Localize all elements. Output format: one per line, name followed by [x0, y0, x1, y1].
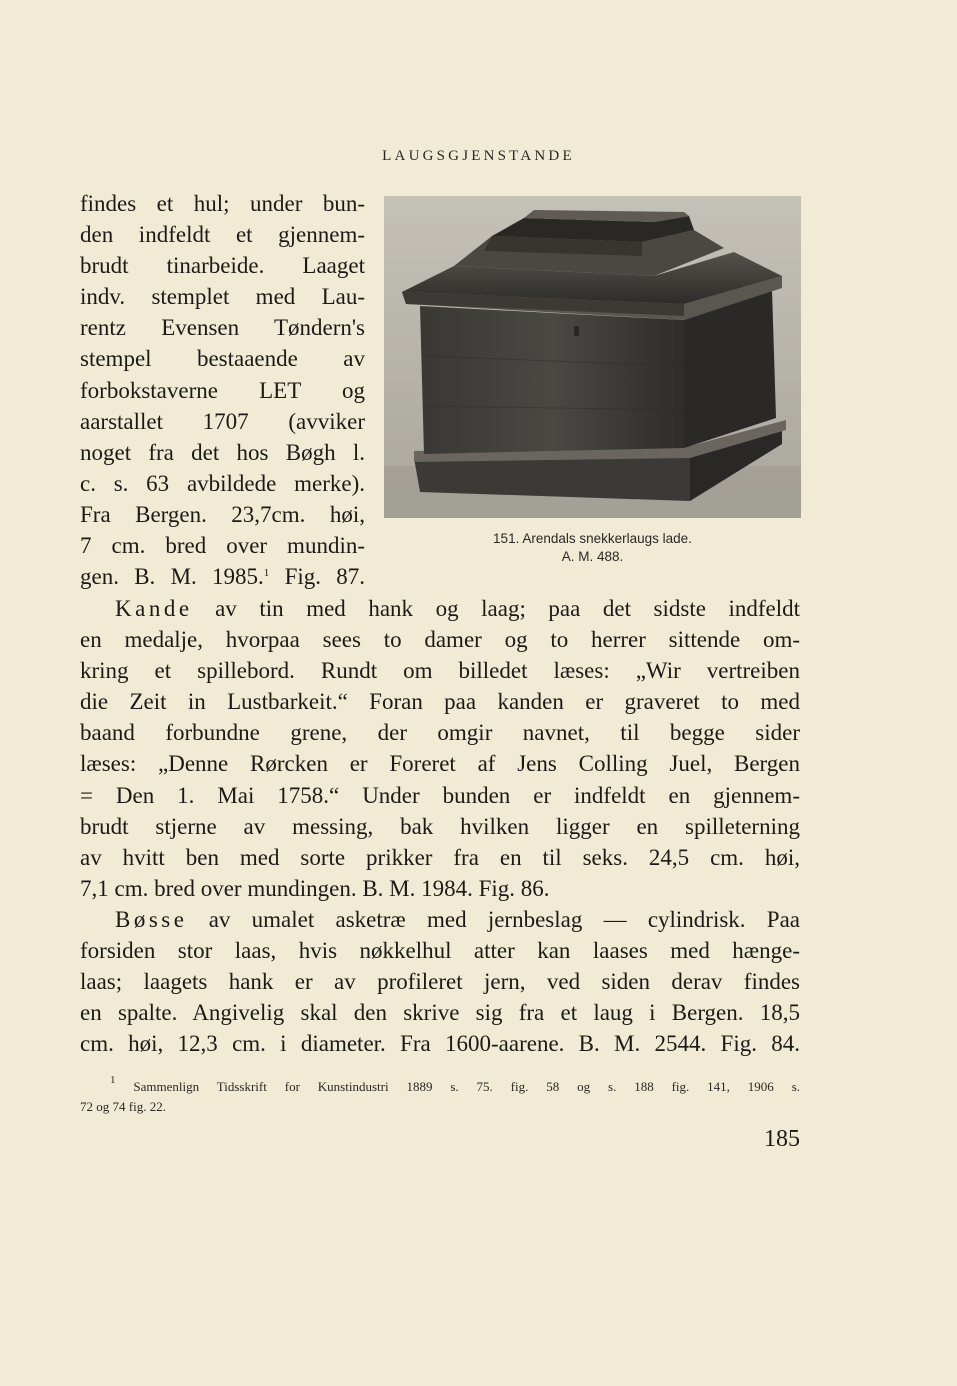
figure-photo-chest: [384, 196, 801, 518]
figure-reference: Fig. 87.: [284, 564, 366, 590]
caption-line: A. M. 488.: [561, 549, 624, 564]
footnote-text: Sammenlign Tidsskrift for Kunstindustri 1889 s. 75. fig. 58 og s. 188 fig. 141, 1906 s.: [133, 1079, 801, 1094]
text-line: stempel bestaaende av: [80, 346, 365, 372]
text-line: brudt tinarbeide. Laaget: [80, 253, 365, 279]
text-line: av hvitt ben med sorte prikker fra en til seks. 24,5 cm. høi,: [80, 844, 800, 870]
text-line: den indfeldt et gjennem-: [80, 222, 365, 248]
footnote-line: [80, 1074, 801, 1097]
text-line: rentz Evensen Tøndern's: [80, 315, 365, 341]
lead-word: Kande: [115, 596, 193, 621]
text-line: c. s. 63 avbildede merke).: [80, 470, 365, 496]
text-line: cm. høi, 12,3 cm. i diameter. Fra 1600-aarene. B. M. 2544. Fig. 84.: [80, 1031, 800, 1057]
chest-photo-illustration: [384, 196, 801, 518]
text-fragment: gen. B. M. 1985.: [80, 564, 264, 590]
text-line: forbokstaverne LET og: [80, 377, 365, 403]
text-fragment: av tin med hank og laag; paa det sidste indfeldt: [215, 596, 801, 621]
running-head: LAUGSGJENSTANDE: [382, 148, 575, 164]
text-line: noget fra det hos Bøgh l.: [80, 439, 365, 465]
text-line: læses: „Denne Rørcken er Foreret af Jens Colling Juel, Bergen: [80, 751, 800, 777]
text-line: 7,1 cm. bred over mundingen. B. M. 1984. Fig. 86.: [80, 875, 550, 901]
page-number: 185: [764, 1126, 800, 1152]
text-line: indv. stemplet med Lau-: [80, 284, 365, 310]
lead-word: Bøsse: [115, 906, 188, 932]
text-line: laas; laagets hank er av profileret jern, ved siden derav findes: [80, 969, 800, 995]
caption-line: 151. Arendals snekkerlaugs lade.: [493, 531, 692, 546]
text-line: Fra Bergen. 23,7cm. høi,: [80, 501, 365, 527]
text-line: en medalje, hvorpaa sees to damer og to herrer sittende om-: [80, 627, 800, 653]
left-text-column: [80, 188, 365, 592]
text-line: brudt stjerne av messing, bak hvilken ligger en spilleterning: [80, 813, 800, 839]
text-fragment: av umalet asketræ med jernbeslag — cylindrisk. Paa: [208, 906, 800, 932]
footnote-marker: 1: [263, 567, 270, 580]
text-line: = Den 1. Mai 1758.“ Under bunden er indfeldt en gjennem-: [80, 782, 800, 808]
footnote-line: 72 og 74 fig. 22.: [80, 1099, 166, 1114]
body-text: [80, 593, 800, 1059]
text-line: [80, 904, 800, 935]
text-line: en spalte. Angivelig skal den skrive sig fra et laug i Bergen. 18,5: [80, 1000, 800, 1026]
text-line: [80, 561, 365, 592]
figure-caption: [384, 530, 801, 566]
text-line: [80, 593, 800, 624]
text-line: aarstallet 1707 (avviker: [80, 408, 365, 434]
text-line: forsiden stor laas, hvis nøkkelhul atter kan laases med hænge-: [80, 938, 800, 964]
footnote: [80, 1074, 801, 1117]
text-line: 7 cm. bred over mundin-: [80, 533, 365, 559]
text-line: findes et hul; under bun-: [80, 191, 365, 216]
footnote-marker: 1: [110, 1074, 116, 1086]
text-line: kring et spillebord. Rundt om billedet læses: „Wir vertreiben: [80, 658, 800, 684]
text-line: die Zeit in Lustbarkeit.“ Foran paa kanden er graveret to med: [80, 689, 800, 715]
text-line: baand forbundne grene, der omgir navnet, til begge sider: [80, 720, 800, 746]
